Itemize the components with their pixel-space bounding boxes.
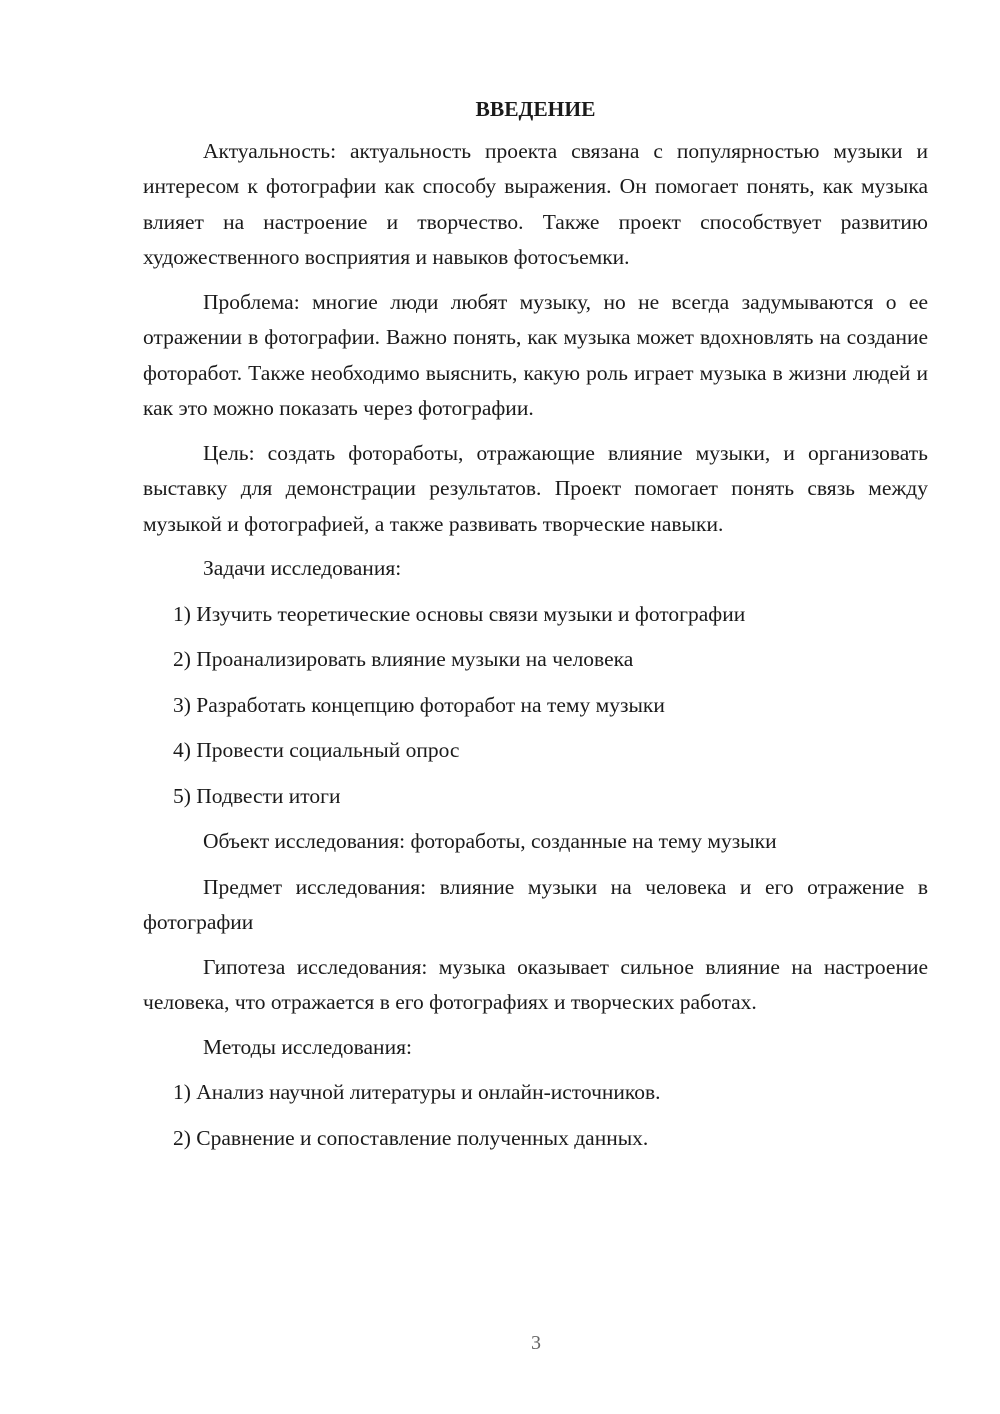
page-number: 3 [531,1332,541,1354]
object-paragraph: Объект исследования: фотоработы, созданные на тему музыки [203,829,777,853]
methods-heading: Методы исследования: [203,1034,412,1059]
goal-paragraph: Цель: создать фотоработы, отражающие влияние музыки, и организовать выставку для демонстрации результатов. Проект помогает понять связь между музыкой и фотографией, а также развивать творческие навыки. [143,440,928,536]
problem-paragraph: Проблема: многие люди любят музыку, но не всегда задумываются о ее отражении в фотографии. Важно понять, как музыка может вдохновлять на создание фоторабот. Также необходимо выяснить, какую роль играет музыка в жизни людей и как это можно показать через фотографии. [143,289,928,420]
subject-paragraph: Предмет исследования: влияние музыки на человека и его отражение в фотографии [143,874,928,934]
task-item: 4) Провести социальный опрос [173,738,460,762]
tasks-heading: Задачи исследования: [203,556,402,580]
relevance-paragraph: Актуальность: актуальность проекта связана с популярностью музыки и интересом к фотографии как способу выражения. Он помогает понять, как музыка влияет на настроение и творчество. Также проект способствует развитию художественного восприятия и навыков фотосъемки. [143,138,928,269]
task-item: 5) Подвести итоги [173,783,341,808]
task-item: 2) Проанализировать влияние музыки на человека [173,647,634,671]
hypothesis-paragraph: Гипотеза исследования: музыка оказывает сильное влияние на настроение человека, что отражается в его фотографиях и творческих работах. [143,954,928,1014]
method-item: 2) Сравнение и сопоставление полученных данных. [173,1125,649,1150]
task-item: 3) Разработать концепцию фоторабот на тему музыки [173,692,665,717]
page-title: ВВЕДЕНИЕ [475,97,596,121]
task-item: 1) Изучить теоретические основы связи музыки и фотографии [173,601,746,626]
method-item: 1) Анализ научной литературы и онлайн-источников. [173,1080,661,1104]
document-page [143,92,928,1166]
